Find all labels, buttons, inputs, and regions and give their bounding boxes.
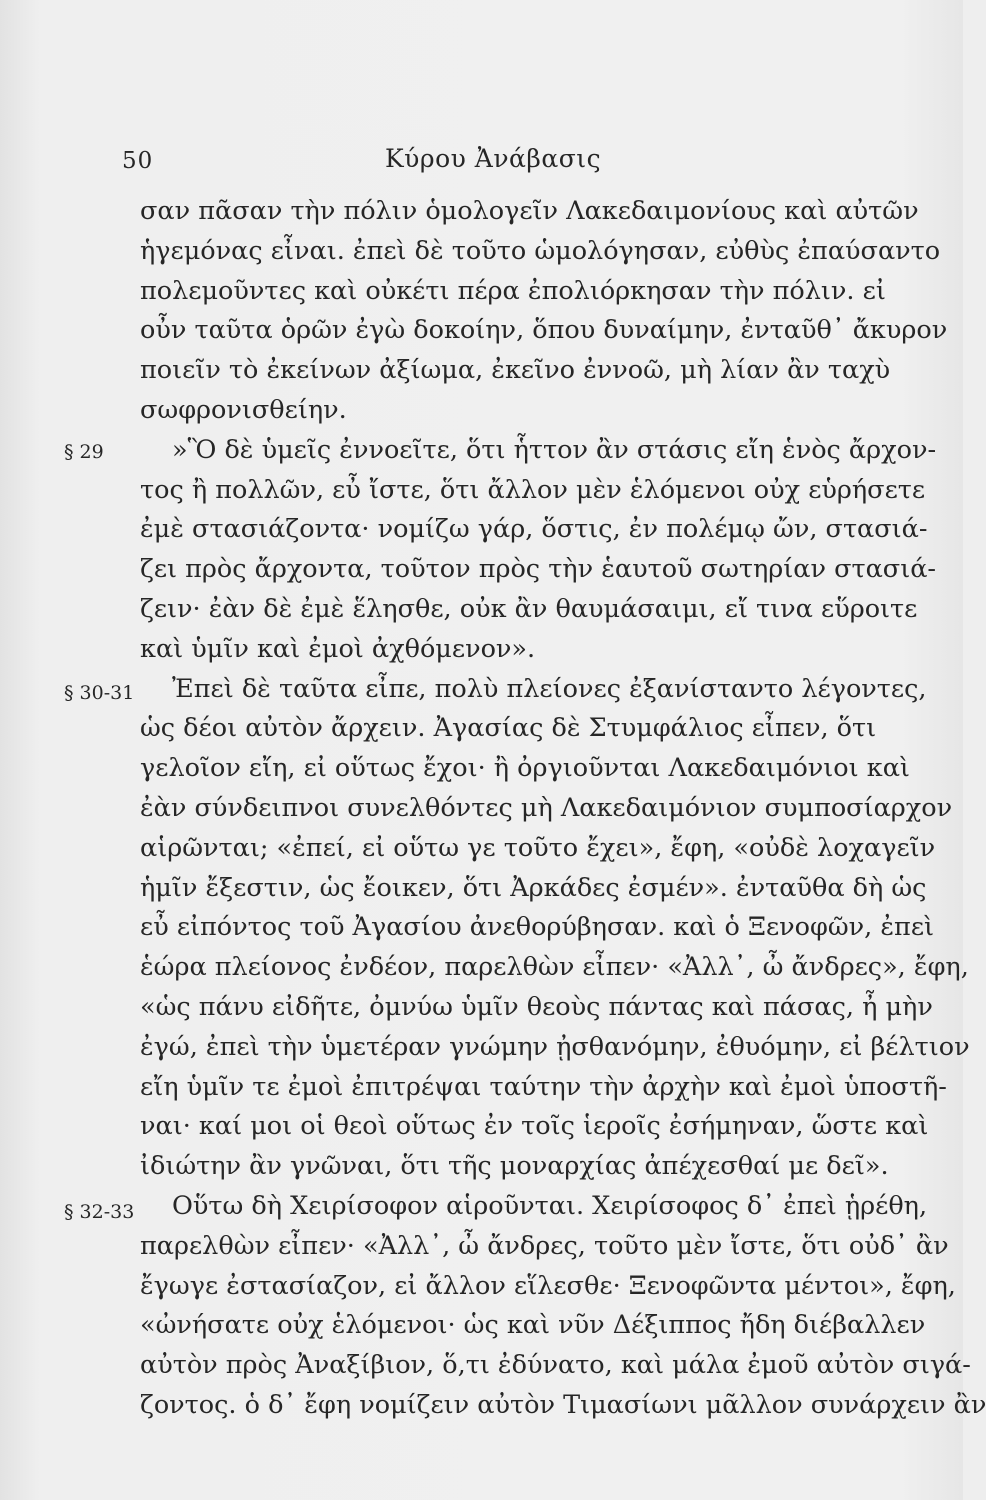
paragraph-section-32-33 — [0, 1187, 986, 1426]
paragraph-continuation — [0, 192, 963, 431]
running-title: Κύρου Ἀνάβασις — [385, 144, 602, 173]
text-line: γελοῖον εἴη, εἰ οὕτως ἔχοι· ἢ ὀργιοῦνται Λακεδαιμόνιοι καὶ — [140, 753, 910, 784]
text-line: ζει πρὸς ἄρχοντα, τοῦτον πρὸς τὴν ἑαυτοῦ σωτηρίαν στασιά- — [140, 554, 937, 585]
page-number: 50 — [122, 148, 154, 174]
text-line: «ὡς πάνυ εἰδῆτε, ὀμνύω ὑμῖν θεοὺς πάντας καὶ πάσας, ἦ μὴν — [140, 991, 933, 1022]
text-line: Οὕτω δὴ Χειρίσοφον αἱροῦνται. Χειρίσοφος δ᾽ ἐπεὶ ᾑρέθη, — [172, 1190, 928, 1221]
text-line: ἐμὲ στασιάζοντα· νομίζω γάρ, ὅστις, ἐν πολέμῳ ὤν, στασιά- — [140, 514, 928, 545]
paragraph-section-29 — [0, 431, 963, 670]
text-line: ἰδιώτην ἂν γνῶναι, ὅτι τῆς μοναρχίας ἀπέχεσθαί με δεῖ». — [140, 1151, 889, 1182]
text-line: ποιεῖν τὸ ἐκείνων ἀξίωμα, ἐκεῖνο ἐννοῶ, μὴ λίαν ἂν ταχὺ — [140, 355, 891, 386]
text-line: ὡς δέοι αὐτὸν ἄρχειν. Ἀγασίας δὲ Στυμφάλιος εἶπεν, ὅτι — [140, 713, 877, 744]
text-line: εἴη ὑμῖν τε ἐμοὶ ἐπιτρέψαι ταύτην τὴν ἀρχὴν καὶ ἐμοὶ ὑποστῆ- — [140, 1071, 947, 1102]
text-line: ζειν· ἐὰν δὲ ἐμὲ ἕλησθε, οὐκ ἂν θαυμάσαιμι, εἴ τινα εὕροιτε — [140, 593, 918, 624]
section-marker: § 32-33 — [64, 1200, 135, 1223]
text-line: ἡγεμόνας εἶναι. ἐπεὶ δὲ τοῦτο ὡμολόγησαν, εὐθὺς ἐπαύσαντο — [140, 235, 941, 266]
text-line: ἑώρα πλείονος ἐνδέον, παρελθὼν εἶπεν· «Ἀλλ᾽, ὦ ἄνδρες», ἔφη, — [140, 952, 969, 983]
text-line: ἐὰν σύνδειπνοι συνελθόντες μὴ Λακεδαιμόνιον συμποσίαρχον — [140, 792, 953, 823]
text-line: αἱρῶνται; «ἐπεί, εἰ οὕτω γε τοῦτο ἔχει», ἔφη, «οὐδὲ λοχαγεῖν — [140, 832, 936, 863]
text-line: σαν πᾶσαν τὴν πόλιν ὁμολογεῖν Λακεδαιμονίους καὶ αὐτῶν — [140, 196, 919, 226]
section-marker: § 29 — [64, 440, 104, 463]
text-line: οὖν ταῦτα ὁρῶν ἐγὼ δοκοίην, ὅπου δυναίμην, ἐνταῦθ᾽ ἄκυρον — [140, 315, 948, 346]
text-line: αὐτὸν πρὸς Ἀναξίβιον, ὅ,τι ἐδύνατο, καὶ μάλα ἐμοῦ αὐτὸν σιγά- — [140, 1350, 971, 1381]
section-marker: § 30-31 — [64, 681, 135, 704]
text-line: παρελθὼν εἶπεν· «Ἀλλ᾽, ὦ ἄνδρες, τοῦτο μὲν ἴστε, ὅτι οὐδ᾽ ἂν — [140, 1230, 949, 1261]
text-line: ἡμῖν ἔξεστιν, ὡς ἔοικεν, ὅτι Ἀρκάδες ἐσμέν». ἐνταῦθα δὴ ὡς — [140, 872, 927, 903]
text-line: ναι· καί μοι οἱ θεοὶ οὕτως ἐν τοῖς ἱεροῖς ἐσήμηναν, ὥστε καὶ — [140, 1111, 929, 1142]
text-line: ἔγωγε ἐστασίαζον, εἰ ἄλλον εἵλεσθε· Ξενοφῶντα μέντοι», ἔφη, — [140, 1270, 956, 1301]
text-line: «ὠνήσατε οὐχ ἑλόμενοι· ὡς καὶ νῦν Δέξιππος ἤδη διέβαλλεν — [140, 1310, 926, 1341]
paragraph-section-30-31 — [0, 670, 970, 1187]
text-line: πολεμοῦντες καὶ οὐκέτι πέρα ἐπολιόρκησαν τὴν πόλιν. εἰ — [140, 275, 886, 306]
text-line: σωφρονισθείην. — [140, 394, 347, 425]
text-line: εὖ εἰπόντος τοῦ Ἀγασίου ἀνεθορύβησαν. καὶ ὁ Ξενοφῶν, ἐπεὶ — [140, 912, 935, 943]
text-line: »Ὃ δὲ ὑμεῖς ἐννοεῖτε, ὅτι ἧττον ἂν στάσις εἴη ἑνὸς ἄρχον- — [172, 434, 937, 465]
text-line: Ἐπεὶ δὲ ταῦτα εἶπε, πολὺ πλείονες ἐξανίσταντο λέγοντες, — [172, 673, 927, 704]
text-line: καὶ ὑμῖν καὶ ἐμοὶ ἀχθόμενον». — [140, 633, 536, 664]
text-line: τος ἢ πολλῶν, εὖ ἴστε, ὅτι ἄλλον μὲν ἑλόμενοι οὐχ εὑρήσετε — [140, 474, 926, 505]
text-line: ζοντος. ὁ δ᾽ ἔφη νομίζειν αὐτὸν Τιμασίωνι μᾶλλον συνάρχειν ἂν — [140, 1389, 986, 1420]
text-line: ἐγώ, ἐπεὶ τὴν ὑμετέραν γνώμην ᾐσθανόμην, ἐθυόμην, εἰ βέλτιον — [140, 1031, 970, 1062]
body-text — [0, 192, 986, 1426]
